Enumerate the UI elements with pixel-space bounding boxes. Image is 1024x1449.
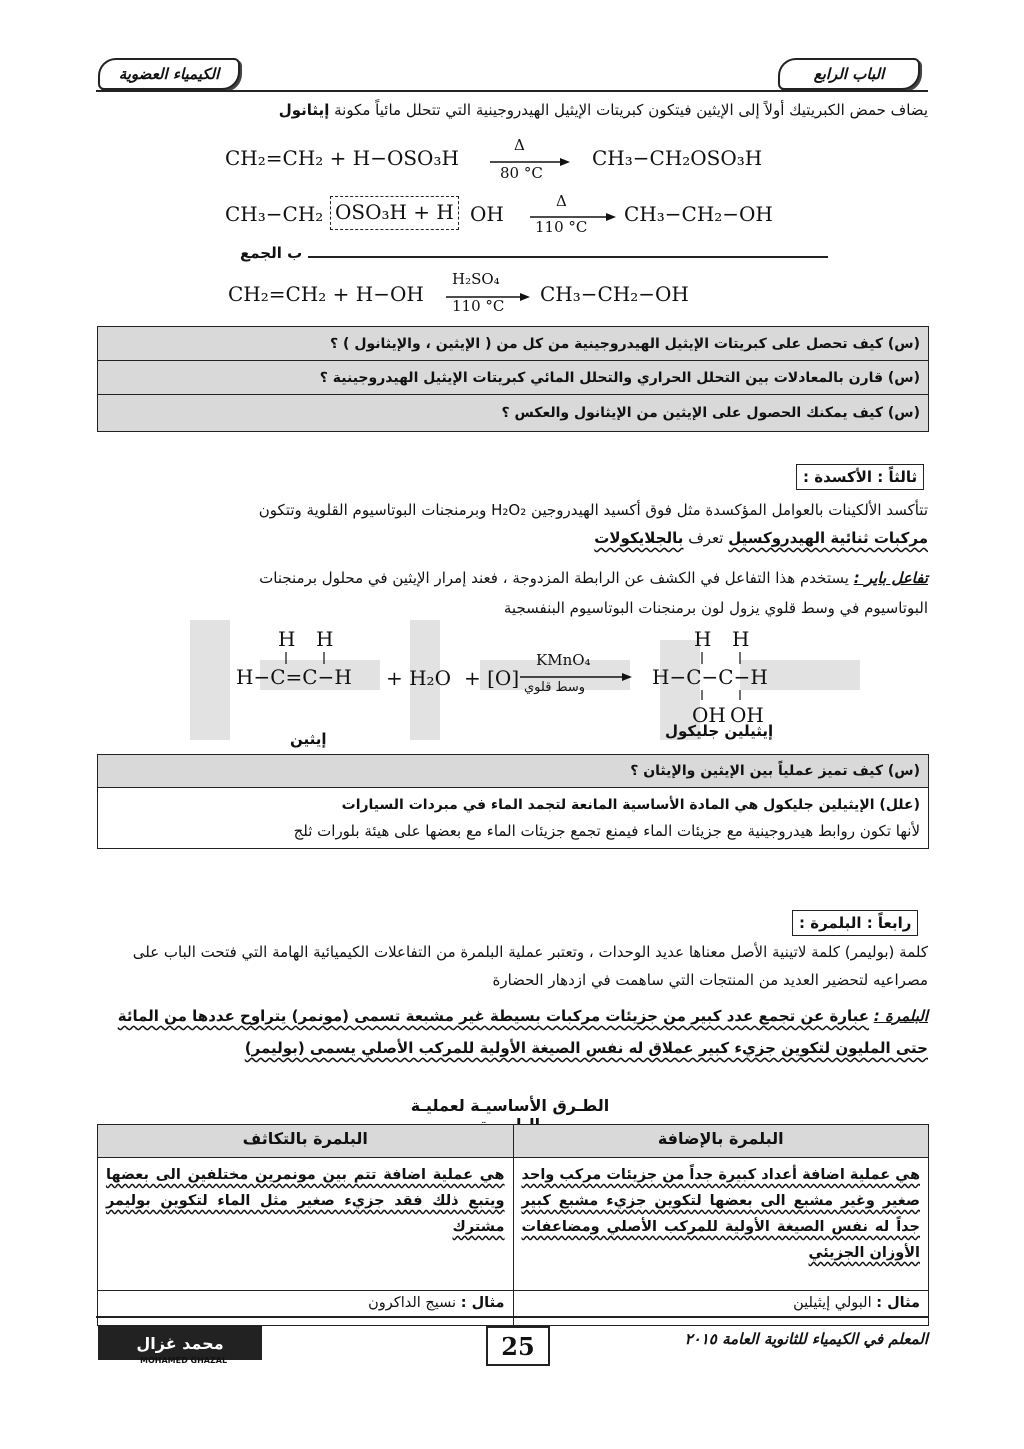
- equation-3-condition-top: H₂SO₄: [452, 270, 500, 288]
- oxidation-heading: ثالثاً : الأكسدة :: [796, 464, 924, 490]
- question-row: (س) كيف تميز عملياً بين الإيثين والإيثان ؟: [98, 755, 928, 788]
- equation-2-left: CH₃−CH₂: [225, 202, 324, 226]
- equation-2-boxed-group: OSO₃H + H: [330, 196, 459, 230]
- page-number: 25: [486, 1326, 550, 1366]
- equation-1-condition-top: Δ: [514, 136, 525, 154]
- svg-text:OH: OH: [692, 703, 726, 727]
- oxidation-line-2: مركبات ثنائية الهيدروكسيل تعرف بالجلايكولات: [594, 529, 928, 547]
- addition-column-header: البلمرة بالإضافة: [513, 1125, 929, 1158]
- condensation-description: هي عملية اضافة تتم بين مونمرين مختلفين الى بعضها ويتبع ذلك فقد جزيء صغير مثل الماء لتكوين بوليمر مشترك: [98, 1158, 514, 1291]
- condensation-example: مثال : نسيج الداكرون: [98, 1291, 514, 1326]
- equation-1-condition-bottom: 80 °C: [500, 164, 543, 182]
- equation-3-left: CH₂=CH₂ + H−OH: [228, 282, 424, 306]
- questions-box-2: [97, 754, 929, 849]
- kmno4-reagent: KMnO₄: [536, 651, 591, 669]
- author-logo-en: MOHAMED GHAZAL: [140, 1356, 228, 1365]
- question-row: (س) كيف تحصل على كبريتات الإيثيل الهيدروجينية من كل من ( الإيثين ، والإيثانول ) ؟: [98, 327, 928, 361]
- oxidation-line-1: تتأكسد الألكينات بالعوامل المؤكسدة مثل فوق أكسيد الهيدروجين H₂O₂ وبرمنجنات البوتاسيوم القلوية وتتكون: [258, 501, 928, 519]
- ethene-label: إيثين: [290, 730, 327, 748]
- svg-text:OH: OH: [730, 703, 764, 727]
- baeyer-line-1: تفاعل باير : يستخدم هذا التفاعل في الكشف عن الرابطة المزدوجة ، فعند إمرار الإيثين في محلول برمنجنات: [259, 569, 928, 587]
- addition-label: ب الجمع: [240, 244, 303, 262]
- question-row: (س) كيف يمكنك الحصول على الإيثين من الإيثانول والعكس ؟: [98, 395, 928, 431]
- svg-text:H−C=C−H: H−C=C−H: [236, 665, 352, 689]
- oxygen-reagent: + [O]: [464, 666, 520, 690]
- h-atom: H: [316, 627, 334, 651]
- alkaline-medium: وسط قلوي: [524, 680, 586, 695]
- reason-answer: لأنها تكون روابط هيدروجينية مع جزيئات الماء فيمنع تجمع جزيئات الماء مع بعضها على هيئة بلورات ثلج: [293, 822, 920, 840]
- question-row: (س) قارن بالمعادلات بين التحلل الحراري والتحلل المائي كبريتات الإيثيل الهيدروجينية ؟: [98, 361, 928, 395]
- header-divider: [96, 90, 928, 92]
- condensation-column-header: البلمرة بالتكاثف: [98, 1125, 514, 1158]
- svg-text:H: H: [694, 627, 712, 651]
- addition-description: هي عملية اضافة أعداد كبيرة جداً من جزيئات مركب واحد صغير وغير مشبع الى بعضها لتكوين جزيء مشبع كبير جداً له نفس الصيغة الأولية للمركب الأصلي ومضاعفات الأوزان الجزيئي: [513, 1158, 929, 1291]
- equation-2-condition-bottom: 110 °C: [535, 218, 588, 236]
- intro-paragraph: يضاف حمض الكبريتيك أولاً إلى الإيثين فيتكون كبريتات الإيثيل الهيدروجينية التي تتحلل مائياً مكونة إيثانول: [278, 101, 928, 119]
- questions-box-1: [97, 326, 929, 432]
- equation-2-condition-top: Δ: [556, 192, 567, 210]
- svg-text:H: H: [732, 627, 750, 651]
- polymerization-methods-table: [97, 1124, 929, 1326]
- baeyer-line-2: البوتاسيوم في وسط قلوي يزول لون برمنجنات البوتاسيوم البنفسجية: [503, 599, 928, 617]
- equation-1-right: CH₃−CH₂OSO₃H: [592, 146, 763, 170]
- polymer-intro: كلمة (بوليمر) كلمة لاتينية الأصل معناها عديد الوحدات ، وتعتبر عملية البلمرة من التفاعلات الكيميائية الهامة التي فتحت الباب على مصراعيه لتحضير العديد من المنتجات التي ساهمت في ازدهار الحضارة: [132, 943, 928, 989]
- reason-block: [98, 788, 928, 848]
- equation-2-right: CH₃−CH₂−OH: [624, 202, 773, 226]
- equation-2-oh: OH: [470, 202, 504, 226]
- footer-divider: [96, 1316, 928, 1318]
- polymer-heading: رابعاً : البلمرة :: [792, 910, 918, 936]
- book-title: المعلم في الكيمياء للثانوية العامة ٢٠١٥: [684, 1330, 928, 1348]
- chapter-tab: الباب الرابع: [778, 58, 920, 90]
- subject-tab: الكيمياء العضوية: [98, 58, 240, 90]
- equation-3-right: CH₃−CH₂−OH: [540, 282, 689, 306]
- methods-title: الطـرق الأساسيـة لعمليـة: [410, 1096, 610, 1115]
- ethylene-glycol-label: إيثيلين جليكول: [665, 722, 774, 740]
- h-atom: H: [278, 627, 296, 651]
- svg-text:H−C−C−H: H−C−C−H: [652, 665, 768, 689]
- equation-1-left: CH₂=CH₂ + H−OSO₃H: [225, 146, 459, 170]
- author-logo: محمد غزال: [98, 1326, 262, 1360]
- water-reagent: + H₂O: [386, 666, 451, 690]
- addition-example: مثال : البولي إيثيلين: [513, 1291, 929, 1326]
- polymer-definition: البلمرة : عبارة عن تجمع عدد كبير من جزيئات مركبات بسيطة غير مشبعة تسمى (مونمر) يتراوح عددها من المائة حتى المليون لتكوين جزيء كبير عملاق له نفس الصيغة الأولية للمركب الأصلي يسمى (بوليمر): [117, 1007, 928, 1057]
- reason-title: (علل) الإيثيلين جليكول هي المادة الأساسية المانعة لتجمد الماء في مبردات السيارات: [341, 797, 920, 813]
- addition-rule: [308, 256, 828, 258]
- equation-3-condition-bottom: 110 °C: [452, 297, 505, 315]
